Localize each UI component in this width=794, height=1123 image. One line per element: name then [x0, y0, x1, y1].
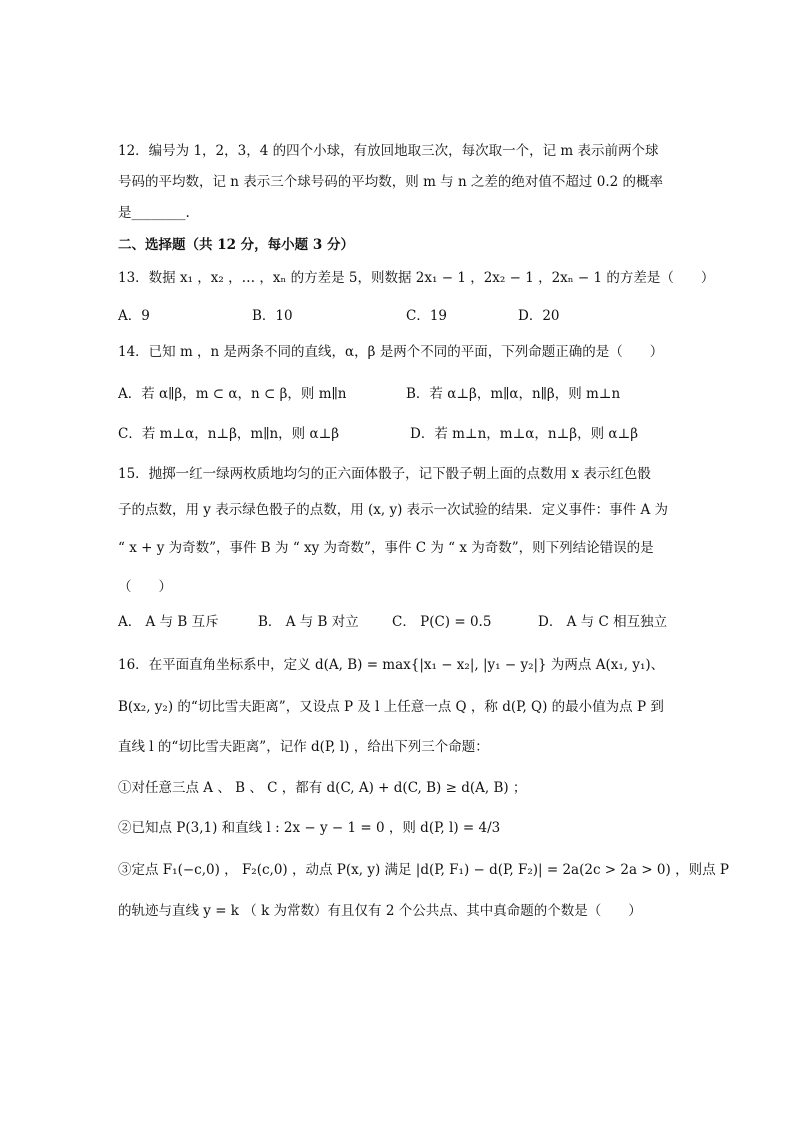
q13-option-d: D．20	[518, 308, 560, 324]
q16-line-4: 的轨迹与直线 y = k （ k 为常数）有且仅有 2 个公共点、其中真命题的个数是（ ）	[118, 903, 642, 919]
q16-item-2: ②已知点 P(3,1) 和直线 l : 2x − y − 1 = 0 ，则 d(P, l) = 4/3	[118, 820, 501, 836]
q15-option-b: B． A 与 B 对立	[258, 614, 359, 630]
q15-line-1: 15．抛掷一红一绿两枚质地均匀的正六面体骰子，记下骰子朝上面的点数用 x 表示红色骰	[118, 466, 651, 482]
q13-option-b: B．10	[252, 308, 293, 324]
q15-option-a: A． A 与 B 互斥	[118, 614, 219, 630]
q16-line-3: 直线 l 的“切比雪夫距离”，记作 d(P, l) ，给出下列三个命题：	[118, 739, 489, 755]
q14-option-a: A．若 α∥β，m ⊂ α，n ⊂ β，则 m∥n	[118, 386, 347, 402]
q16-line-1: 16．在平面直角坐标系中，定义 d(A, B) = max{|x₁ − x₂|, |y₁ − y₂|} 为两点 A(x₁, y₁)、	[118, 657, 665, 673]
section-2-heading: 二、选择题（共 12 分，每小题 3 分）	[118, 237, 354, 253]
q16-item-1: ①对任意三点 A 、 B 、 C ，都有 d(C, A) + d(C, B) ≥ d(A, B) ；	[118, 780, 527, 796]
q13-option-c: C．19	[406, 308, 448, 324]
q16-line-2: B(x₂, y₂) 的“切比雪夫距离”，又设点 P 及 l 上任意一点 Q ，称 d(P, Q) 的最小值为点 P 到	[118, 699, 664, 715]
q12-line-1: 12．编号为 1，2，3，4 的四个小球，有放回地取三次，每次取一个，记 m 表示前两个球	[118, 143, 659, 159]
q15-line-4: （ ）	[118, 579, 172, 595]
q12-line-2: 号码的平均数，记 n 表示三个球号码的平均数，则 m 与 n 之差的绝对值不超过 0.2 的概率	[118, 174, 663, 190]
q14-stem: 14．已知 m ，n 是两条不同的直线，α，β 是两个不同的平面，下列命题正确的是（ ）	[118, 344, 664, 360]
q15-line-3: “ x + y 为奇数”，事件 B 为 “ xy 为奇数”，事件 C 为 “ x 为奇数”，则下列结论错误的是	[118, 540, 654, 556]
q14-option-c: C．若 m⊥α，n⊥β，m∥n，则 α⊥β	[118, 426, 340, 442]
q13-option-a: A．9	[118, 308, 150, 324]
q14-option-b: B．若 α⊥β，m∥α，n∥β，则 m⊥n	[406, 386, 621, 402]
q15-option-c: C． P(C) = 0.5	[392, 614, 492, 630]
q15-option-d: D． A 与 C 相互独立	[538, 614, 668, 630]
q13-stem: 13．数据 x₁ ，x₂ ，… ，xₙ 的方差是 5，则数据 2x₁ − 1 ，2x₂ − 1 ，2xₙ − 1 的方差是（ ）	[118, 270, 715, 286]
q14-option-d: D．若 m⊥n，m⊥α，n⊥β，则 α⊥β	[410, 426, 639, 442]
q15-line-2: 子的点数，用 y 表示绿色骰子的点数，用 (x, y) 表示一次试验的结果．定义事件：事件 A 为	[118, 502, 668, 518]
q12-line-3: 是________.	[118, 205, 190, 221]
q16-item-3: ③定点 F₁(−c,0) ， F₂(c,0) ，动点 P(x, y) 满足 |d(P, F₁) − d(P, F₂)| = 2a(2c > 2a > 0) ，则点 P	[118, 862, 729, 878]
